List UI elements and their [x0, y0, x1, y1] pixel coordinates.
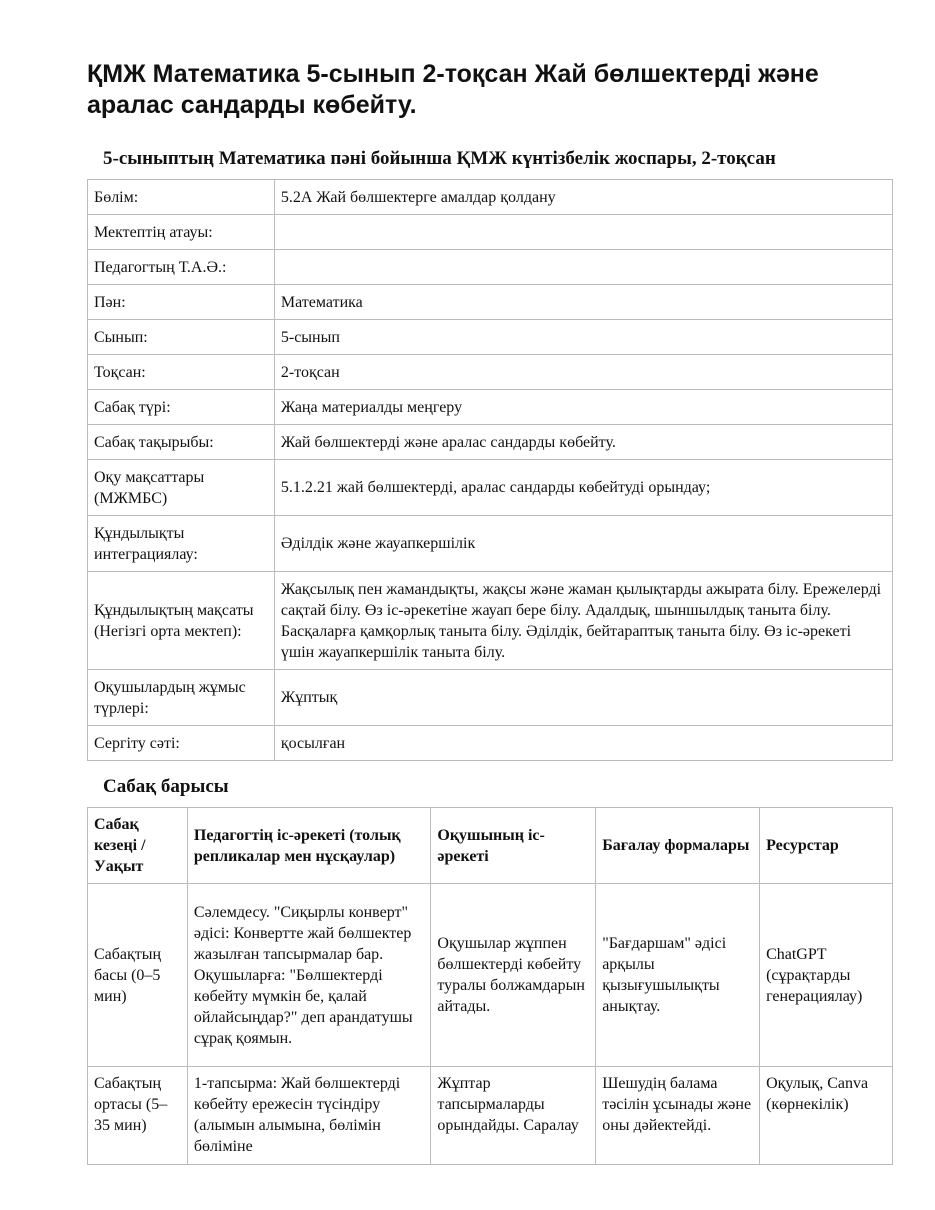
lesson-cell: Сабақтың басы (0–5 мин): [88, 884, 188, 1067]
plan-heading: 5-сыныптың Математика пәні бойынша ҚМЖ күнтізбелік жоспары, 2-тоқсан: [103, 148, 776, 169]
info-label: Мектептің атауы:: [88, 215, 275, 250]
lesson-cell: ChatGPT (сұрақтарды генерациялау): [760, 884, 893, 1067]
info-label: Пән:: [88, 285, 275, 320]
info-row: [88, 460, 893, 516]
info-label: Сынып:: [88, 320, 275, 355]
info-value: Жай бөлшектерді және аралас сандарды көбейту.: [274, 425, 892, 460]
lesson-cell: 1-тапсырма: Жай бөлшектерді көбейту ережесін түсіндіру (алымын алымына, бөлімін бөліміне: [187, 1067, 430, 1165]
info-table: [87, 179, 893, 761]
info-value: 5.1.2.21 жай бөлшектерді, аралас сандарды көбейтуді орындау;: [274, 460, 892, 516]
info-value: 5.2А Жай бөлшектерге амалдар қолдану: [274, 180, 892, 215]
info-label: Педагогтың Т.А.Ә.:: [88, 250, 275, 285]
info-label: Сергіту сәті:: [88, 726, 275, 761]
info-row: [88, 726, 893, 761]
lesson-header-cell: Оқушының іс-әрекеті: [431, 808, 596, 884]
lesson-cell: "Бағдаршам" әдісі арқылы қызығушылықты анықтау.: [596, 884, 760, 1067]
info-value: Жаңа материалды меңгеру: [274, 390, 892, 425]
info-label: Сабақ тақырыбы:: [88, 425, 275, 460]
lesson-header-cell: Ресурстар: [760, 808, 893, 884]
info-row: [88, 250, 893, 285]
info-row: [88, 215, 893, 250]
info-label: Сабақ түрі:: [88, 390, 275, 425]
lesson-row: [88, 1067, 893, 1165]
info-label: Құндылықты интеграциялау:: [88, 516, 275, 572]
info-row: [88, 320, 893, 355]
lesson-heading: Сабақ барысы: [103, 776, 229, 797]
info-value: 2-тоқсан: [274, 355, 892, 390]
info-label: Құндылықтың мақсаты (Негізгі орта мектеп):: [88, 572, 275, 670]
lesson-cell: Жұптар тапсырмаларды орындайды. Саралау: [431, 1067, 596, 1165]
info-row: [88, 670, 893, 726]
info-row: [88, 572, 893, 670]
lesson-cell: Шешудің балама тәсілін ұсынады және оны дәйектейді.: [596, 1067, 760, 1165]
info-value: Жақсылық пен жамандықты, жақсы және жаман қылықтарды ажырата білу. Ережелерді сақтай білу. Өз іс-әрекетіне жауап бере білу. Адалдық, шыншылдық таныта білу. Басқаларға қамқорлық таныта білу. Әділдік, бейтараптық таныта білу. Өз іс-әрекеті үшін жауапкершілік таныта білу.: [274, 572, 892, 670]
lesson-header-cell: Педагогтің іс-әрекеті (толық репликалар мен нұсқаулар): [187, 808, 430, 884]
info-row: [88, 516, 893, 572]
document-title: ҚМЖ Математика 5-сынып 2-тоқсан Жай бөлшектерді және аралас сандарды көбейту.: [87, 60, 819, 119]
lesson-cell: Сабақтың ортасы (5–35 мин): [88, 1067, 188, 1165]
info-value: Әділдік және жауапкершілік: [274, 516, 892, 572]
lesson-row: [88, 884, 893, 1067]
lesson-header-cell: Бағалау формалары: [596, 808, 760, 884]
info-row: [88, 425, 893, 460]
info-label: Оқу мақсаттары (МЖМБС): [88, 460, 275, 516]
info-value: Жұптық: [274, 670, 892, 726]
info-row: [88, 285, 893, 320]
info-row: [88, 355, 893, 390]
info-row: [88, 390, 893, 425]
info-value: [274, 215, 892, 250]
lesson-cell: Оқулық, Canva (көрнекілік): [760, 1067, 893, 1165]
info-row: [88, 180, 893, 215]
info-value: [274, 250, 892, 285]
info-value: Математика: [274, 285, 892, 320]
info-label: Бөлім:: [88, 180, 275, 215]
info-value: 5-сынып: [274, 320, 892, 355]
info-value: қосылған: [274, 726, 892, 761]
info-label: Тоқсан:: [88, 355, 275, 390]
lesson-header-cell: Сабақ кезеңі / Уақыт: [88, 808, 188, 884]
lesson-cell: Оқушылар жұппен бөлшектерді көбейту туралы болжамдарын айтады.: [431, 884, 596, 1067]
info-label: Оқушылардың жұмыс түрлері:: [88, 670, 275, 726]
lesson-table: [87, 807, 893, 1165]
lesson-cell: Сәлемдесу. "Сиқырлы конверт" әдісі: Конвертте жай бөлшектер жазылған тапсырмалар бар. Оқушыларға: "Бөлшектерді көбейту мүмкін бе, қалай ойлайсыңдар?" деп арандатушы сұрақ қоямын.: [187, 884, 430, 1067]
